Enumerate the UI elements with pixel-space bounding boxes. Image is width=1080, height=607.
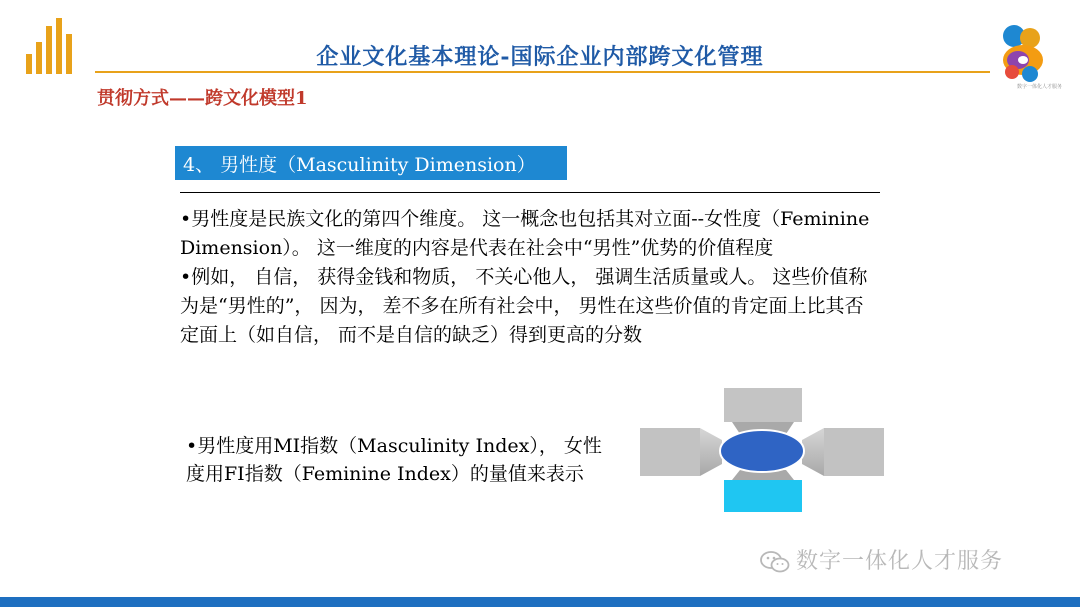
diagram-right-box: [824, 428, 884, 476]
diagram-center-ellipse: [720, 430, 804, 472]
paragraph-examples: •例如， 自信， 获得金钱和物质， 不关心他人， 强调生活质量或人。 这些价值称为是“男性的”， 因为， 差不多在所有社会中， 男性在这些价值的肯定面上比其否定面上（如自信， 而不是自信的缺乏）得到更高的分数: [180, 266, 868, 346]
brand-caption: 数字一体化人才服务: [1016, 84, 1062, 90]
cross-diagram: [640, 388, 884, 514]
wechat-icon: [760, 550, 790, 574]
slide-title: 企业文化基本理论-国际企业内部跨文化管理: [316, 44, 764, 70]
diagram-left-neck: [700, 428, 722, 476]
content-block: [180, 205, 880, 350]
section-heading: 4、 男性度（Masculinity Dimension）: [175, 146, 567, 180]
diagram-top-box: [724, 388, 802, 422]
watermark: [760, 544, 1003, 575]
section-divider: [180, 192, 880, 193]
title-divider: [95, 71, 990, 73]
footer-bar: [0, 597, 1080, 607]
diagram-bottom-box: [724, 480, 802, 512]
watermark-text: 数字一体化人才服务: [796, 549, 1004, 574]
paragraph-index: •男性度用MI指数（Masculinity Index）， 女性度用FI指数（Feminine Index）的量值来表示: [186, 435, 602, 485]
slide-subtitle: 贯彻方式——跨文化模型1: [97, 88, 308, 109]
diagram-right-neck: [802, 428, 824, 476]
diagram-left-box: [640, 428, 700, 476]
paragraph-feminine-dimension: •男性度是民族文化的第四个维度。 这一概念也包括其对立面--女性度（Feminine Dimension）。 这一维度的内容是代表在社会中“男性”优势的价值程度: [180, 208, 870, 259]
